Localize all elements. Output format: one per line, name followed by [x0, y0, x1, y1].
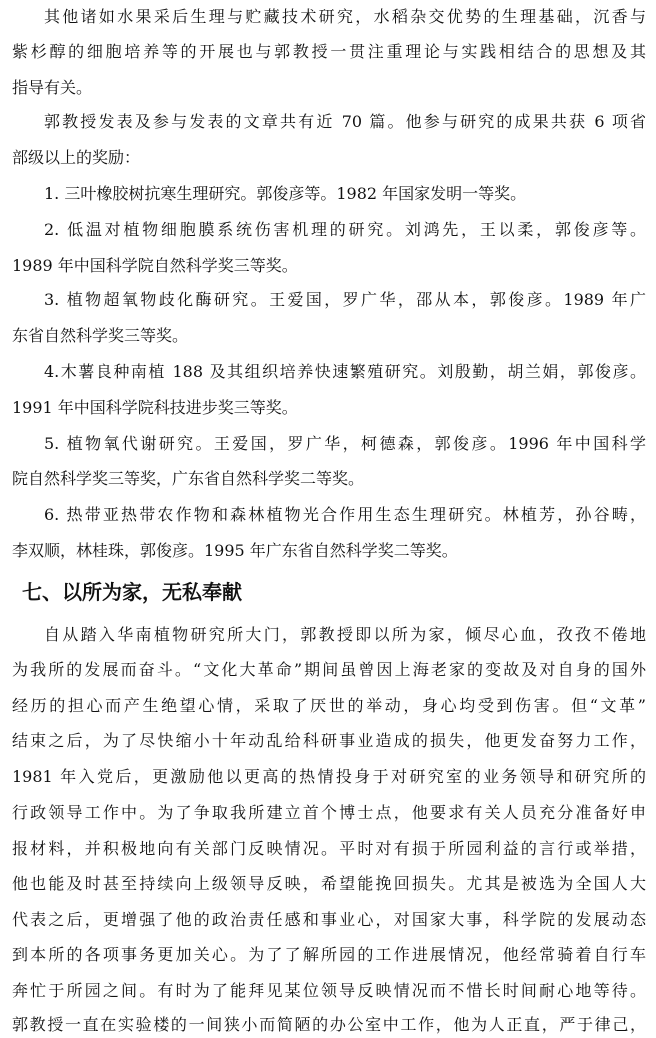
- text-line: 其他诸如水果采后生理与贮藏技术研究，水稻杂交优势的生理基础，沉香与: [44, 7, 646, 26]
- text-line: 部级以上的奖励：: [12, 148, 141, 167]
- award-item: 4.木薯良种南植 188 及其组织培养快速繁殖研究。刘殷勤，胡兰娟，郭俊彦。: [44, 362, 646, 381]
- text-line: 自从踏入华南植物研究所大门，郭教授即以所为家，倾尽心血，孜孜不倦地: [44, 625, 646, 644]
- text-line: 郭教授发表及参与发表的文章共有近 70 篇。他参与研究的成果共获 6 项省: [44, 112, 646, 131]
- text-line: 经历的担心而产生绝望心情，采取了厌世的举动，身心均受到伤害。但“文革”: [12, 696, 646, 715]
- text-line: 奔忙于所园之间。有时为了能拜见某位领导反映情况而不惜长时间耐心地等待。: [12, 981, 646, 1000]
- text-line: 到本所的各项事务更加关心。为了了解所园的工作进展情况，他经常骑着自行车: [12, 945, 646, 964]
- award-item-cont: 院自然科学奖三等奖，广东省自然科学奖二等奖。: [12, 469, 365, 488]
- award-item-cont: 李双顺，林桂珠，郭俊彦。1995 年广东省自然科学奖二等奖。: [12, 541, 458, 560]
- text-line: 指导有关。: [12, 78, 93, 97]
- text-line: 报材料，并积极地向有关部门反映情况。平时对有损于所园利益的言行或举措，: [12, 839, 646, 858]
- section-heading: 七、以所为家，无私奉献: [22, 580, 242, 604]
- award-item: 2. 低温对植物细胞膜系统伤害机理的研究。刘鸿先，王以柔，郭俊彦等。: [44, 220, 646, 239]
- award-item-cont: 1989 年中国科学院自然科学奖三等奖。: [12, 256, 298, 275]
- text-line: 紫杉醇的细胞培养等的开展也与郭教授一贯注重理论与实践相结合的思想及其: [12, 42, 646, 61]
- text-line: 郭教授一直在实验楼的一间狭小而简陋的办公室中工作，他为人正直，严于律己，: [12, 1015, 646, 1034]
- text-line: 为我所的发展而奋斗。“文化大革命”期间虽曾因上海老家的变故及对自身的国外: [12, 660, 646, 679]
- award-item: 5. 植物氧代谢研究。王爱国，罗广华，柯德森，郭俊彦。1996 年中国科学: [44, 434, 646, 453]
- award-item-cont: 东省自然科学奖三等奖。: [12, 326, 189, 345]
- text-line: 结束之后，为了尽快缩小十年动乱给科研事业造成的损失，他更发奋努力工作，: [12, 731, 646, 750]
- award-item: 6. 热带亚热带农作物和森林植物光合作用生态生理研究。林植芳，孙谷畴，: [44, 505, 646, 524]
- text-line: 他也能及时甚至持续向上级领导反映，希望能挽回损失。尤其是被选为全国人大: [12, 874, 646, 893]
- award-item-cont: 1991 年中国科学院科技进步奖三等奖。: [12, 398, 298, 417]
- award-item: 3. 植物超氧物歧化酶研究。王爱国，罗广华，邵从本，郭俊彦。1989 年广: [44, 290, 646, 309]
- text-line: 代表之后，更增强了他的政治责任感和事业心，对国家大事，科学院的发展动态: [12, 910, 646, 929]
- award-item: 1. 三叶橡胶树抗寒生理研究。郭俊彦等。1982 年国家发明一等奖。: [44, 184, 527, 203]
- text-line: 1981 年入党后，更激励他以更高的热情投身于对研究室的业务领导和研究所的: [12, 767, 646, 786]
- text-line: 行政领导工作中。为了争取我所建立首个博士点，他要求有关人员充分准备好申: [12, 803, 646, 822]
